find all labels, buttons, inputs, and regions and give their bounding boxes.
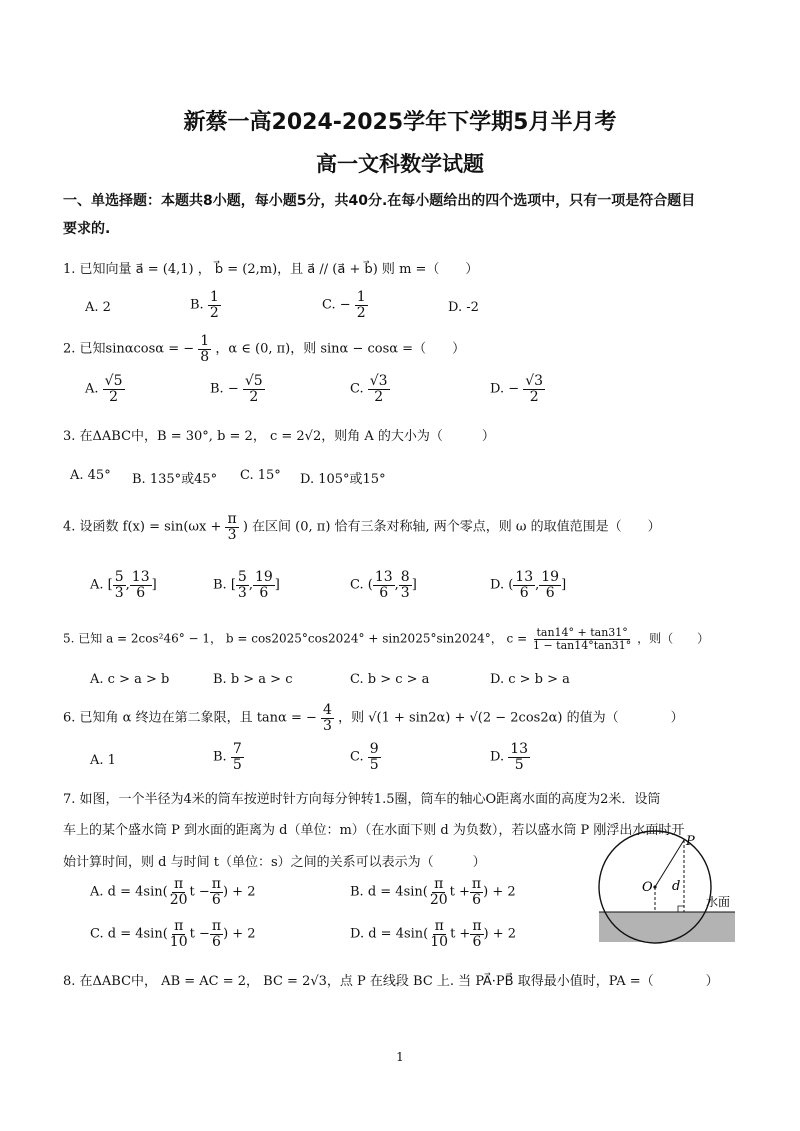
q2-option-d: D. − $\frac{√3}{2}$	[490, 373, 544, 405]
q2-option-c: C. $\frac{√3}{2}$	[350, 373, 388, 405]
q7-option-c: C. d = 4sin( $\frac{\pi}{10}$ t − $\frac{\pi}{6}$ ) + 2	[90, 918, 256, 950]
q7-option-a: A. d = 4sin( $\frac{\pi}{20}$ t − $\frac{\pi}{6}$ ) + 2	[90, 876, 256, 908]
q6-option-b: B. $\frac{7}{5}$	[213, 741, 242, 773]
q6-option-a: A. 1	[90, 753, 116, 768]
q1-option-b: B. $\frac{1}{2}$	[190, 289, 219, 321]
question-7-line3: 始计算时间，则 d 与时间 t（单位：s）之间的关系可以表示为（ ）	[63, 855, 486, 870]
q2-option-b: B. − $\frac{√5}{2}$	[210, 373, 263, 405]
q4-option-c: C. ( $\frac{13}{6}$ , $\frac{8}{3}$ ]	[350, 569, 417, 601]
q3-option-d: D. 105°或15°	[300, 472, 386, 487]
q3-option-b: B. 135°或45°	[132, 472, 218, 487]
label-o: O	[642, 880, 653, 895]
label-p: P	[686, 834, 695, 849]
exam-subtitle: 高一文科数学试题	[316, 152, 484, 176]
q4-option-a: A. [ $\frac{5}{3}$ , $\frac{13}{6}$ ]	[90, 569, 157, 601]
water-region	[599, 912, 735, 942]
question-1-stem: 1. 已知向量 a⃗ = (4,1) ， b⃗ = (2,m)，且 a⃗ // (a⃗ + b⃗) 则 m =（ ）	[63, 262, 479, 277]
question-5-stem: 5. 已知 a = 2cos²46° − 1， b = cos2025°cos2024° + sin2025°sin2024°， c = $\frac{\tan 14^\circ + \tan 31^\circ}{1 - \tan 14^\circ\tan 31^\circ}$ ，则（ ）	[63, 626, 710, 652]
section-heading: 一、单选择题：本题共8小题，每小题5分，共40分.在每小题给出的四个选项中，只有一项是符合题目	[63, 193, 696, 209]
question-7-line1: 7. 如图，一个半径为4米的筒车按逆时针方向每分钟转1.5圈，筒车的轴心O距离水面的高度为2米．设筒	[63, 792, 661, 807]
label-water-surface: 水面	[706, 895, 731, 909]
q7-option-b: B. d = 4sin( $\frac{\pi}{20}$ t + $\frac{\pi}{6}$ ) + 2	[350, 876, 516, 908]
q3-option-a: A. 45°	[70, 468, 111, 483]
question-4-stem: 4. 设函数 f(x) = sin(ωx + $\frac{\pi}{3}$ ) 在区间 (0, π) 恰有三条对称轴, 两个零点，则 ω 的取值范围是（ ）	[63, 511, 661, 543]
q1-option-c: C. − $\frac{1}{2}$	[322, 289, 366, 321]
question-6-stem: 6. 已知角 α 终边在第二象限，且 tanα = − $\frac{4}{3}$ ，则 √(1 + sin2α) + √(2 − 2cos2α) 的值为（ ）	[63, 702, 684, 734]
q4-option-d: D. ( $\frac{13}{6}$ , $\frac{19}{6}$ ]	[490, 569, 567, 601]
question-7-line2: 车上的某个盛水筒 P 到水面的距离为 d（单位：m）（在水面下则 d 为负数），若以盛水筒 P 刚浮出水面时开	[63, 823, 685, 838]
right-angle-mark	[678, 906, 684, 912]
question-2-stem: 2. 已知sinαcosα = − $\frac{1}{8}$ ，α ∈ (0, π)，则 sinα − cosα =（ ）	[63, 333, 466, 365]
q6-option-c: C. $\frac{9}{5}$	[350, 741, 379, 773]
q5-option-b: B. b > a > c	[213, 672, 293, 687]
q4-option-b: B. [ $\frac{5}{3}$ , $\frac{19}{6}$ ]	[213, 569, 280, 601]
page-number: 1	[396, 1050, 404, 1064]
q5-option-c: C. b > c > a	[350, 672, 430, 687]
q1-option-d: D. -2	[448, 300, 479, 315]
center-point	[653, 885, 656, 888]
q2-option-a: A. $\frac{√5}{2}$	[85, 373, 123, 405]
question-8-stem: 8. 在ΔABC中， AB = AC = 2， BC = 2√3，点 P 在线段 BC 上. 当 PA⃗·PB⃗ 取得最小值时，PA =（ ）	[63, 974, 719, 989]
section-heading-cont: 要求的.	[63, 221, 111, 237]
exam-title: 新蔡一高2024-2025学年下学期5月半月考	[183, 110, 617, 135]
q6-option-d: D. $\frac{13}{5}$	[490, 741, 529, 773]
question-3-stem: 3. 在ΔABC中，B = 30°, b = 2， c = 2√2，则角 A 的大小为（ ）	[63, 429, 495, 444]
q3-option-c: C. 15°	[240, 468, 281, 483]
q7-option-d: D. d = 4sin( $\frac{\pi}{10}$ t + $\frac{\pi}{6}$ ) + 2	[350, 918, 517, 950]
q5-option-a: A. c > a > b	[90, 672, 170, 687]
label-d: d	[672, 879, 681, 894]
water-wheel-figure	[592, 830, 742, 950]
q5-option-d: D. c > b > a	[490, 672, 570, 687]
q1-option-a: A. 2	[85, 300, 111, 315]
